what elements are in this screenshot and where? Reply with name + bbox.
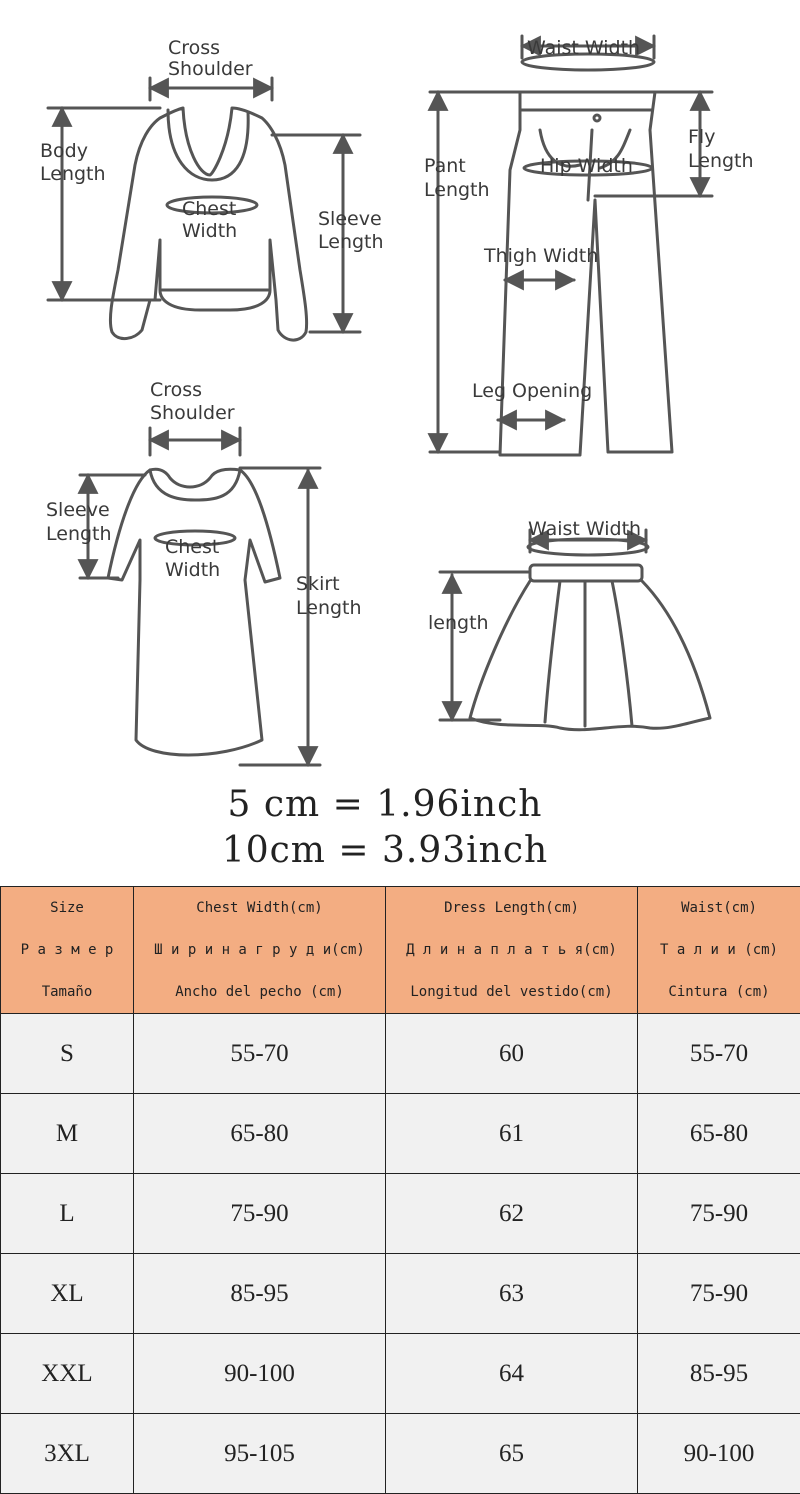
pant-fly-length-label-1: Fly — [688, 126, 715, 148]
dress-cross-shoulder-label-1: Cross — [150, 379, 202, 401]
size-cell: XXL — [1, 1334, 134, 1414]
pant-leg-opening-label: Leg Opening — [472, 380, 592, 402]
table-row — [1, 1174, 800, 1254]
table-row — [1, 1254, 800, 1334]
header-line: Tamaño — [1, 971, 133, 1013]
dress-chest-width-label-1: Chest — [165, 536, 219, 558]
sweater-body-length-label-1: Body — [40, 140, 88, 162]
chest-width-cell: 75-90 — [134, 1174, 386, 1254]
header-chest-width — [134, 887, 386, 1014]
pant-waist-width-label: Waist Width — [527, 37, 640, 59]
header-line: Ancho del pecho (cm) — [134, 971, 385, 1013]
table-row — [1, 1414, 800, 1494]
header-line: Cintura (cm) — [638, 971, 800, 1013]
size-cell: 3XL — [1, 1414, 134, 1494]
dress-length-cell: 60 — [386, 1014, 638, 1094]
table-header-row — [1, 887, 800, 1014]
pant-hip-width-label: Hip Width — [540, 155, 633, 177]
size-cell: M — [1, 1094, 134, 1174]
dress-chest-width-label-2: Width — [165, 559, 220, 581]
table-row — [1, 1334, 800, 1414]
sweater-body-length-label-2: Length — [40, 163, 106, 185]
waist-cell: 75-90 — [638, 1254, 800, 1334]
header-line: Chest Width(cm) — [134, 887, 385, 929]
chest-width-cell: 55-70 — [134, 1014, 386, 1094]
sweater-chest-width-label-1: Chest — [182, 198, 236, 220]
header-line: Т а л и и (cm) — [638, 929, 800, 971]
header-line: Dress Length(cm) — [386, 887, 637, 929]
sweater-cross-shoulder-label-2: Shoulder — [168, 58, 253, 80]
size-cell: XL — [1, 1254, 134, 1334]
chest-width-cell: 90-100 — [134, 1334, 386, 1414]
header-line: Size — [1, 887, 133, 929]
table-row — [1, 1094, 800, 1174]
dress-length-cell: 62 — [386, 1174, 638, 1254]
dress-sleeve-length-label-2: Length — [46, 523, 112, 545]
dress-length-cell: 63 — [386, 1254, 638, 1334]
waist-cell: 90-100 — [638, 1414, 800, 1494]
size-cell: S — [1, 1014, 134, 1094]
dress-sleeve-length-label-1: Sleeve — [46, 499, 110, 521]
waist-cell: 75-90 — [638, 1174, 800, 1254]
table-row — [1, 1014, 800, 1094]
dress-skirt-length-label-1: Skirt — [296, 573, 340, 595]
sweater-sleeve-length-label-2: Length — [318, 231, 384, 253]
pant-fly-length-label-2: Length — [688, 150, 754, 172]
waist-cell: 65-80 — [638, 1094, 800, 1174]
header-line: Д л и н а п л а т ь я(cm) — [386, 929, 637, 971]
sweater-cross-shoulder-label-1: Cross — [168, 37, 220, 59]
chest-width-cell: 85-95 — [134, 1254, 386, 1334]
conversion-line-1: 5 cm = 1.96inch — [0, 784, 770, 825]
dress-length-cell: 64 — [386, 1334, 638, 1414]
header-line: Р а з м е р — [1, 929, 133, 971]
dress-sketch — [108, 469, 280, 755]
skirt-sketch — [470, 565, 710, 730]
size-chart-table — [0, 886, 800, 1494]
chest-width-cell: 65-80 — [134, 1094, 386, 1174]
header-line: Waist(cm) — [638, 887, 800, 929]
sweater-sleeve-length-label-1: Sleeve — [318, 208, 382, 230]
dress-length-cell: 65 — [386, 1414, 638, 1494]
pant-thigh-width-label: Thigh Width — [483, 245, 598, 267]
pant-length-label-2: Length — [424, 179, 490, 201]
header-line: Ш и р и н а г р у д и(cm) — [134, 929, 385, 971]
header-waist — [638, 887, 800, 1014]
skirt-waist-width-label: Waist Width — [528, 518, 641, 540]
skirt-length-label: length — [428, 612, 489, 634]
dress-skirt-length-label-2: Length — [296, 597, 362, 619]
chest-width-cell: 95-105 — [134, 1414, 386, 1494]
size-cell: L — [1, 1174, 134, 1254]
conversion-line-2: 10cm = 3.93inch — [0, 830, 770, 871]
pant-length-label-1: Pant — [424, 155, 466, 177]
dress-length-cell: 61 — [386, 1094, 638, 1174]
sweater-chest-width-label-2: Width — [182, 220, 237, 242]
header-size — [1, 887, 134, 1014]
waist-cell: 85-95 — [638, 1334, 800, 1414]
header-dress-length — [386, 887, 638, 1014]
waist-cell: 55-70 — [638, 1014, 800, 1094]
dress-cross-shoulder-label-2: Shoulder — [150, 402, 235, 424]
header-line: Longitud del vestido(cm) — [386, 971, 637, 1013]
